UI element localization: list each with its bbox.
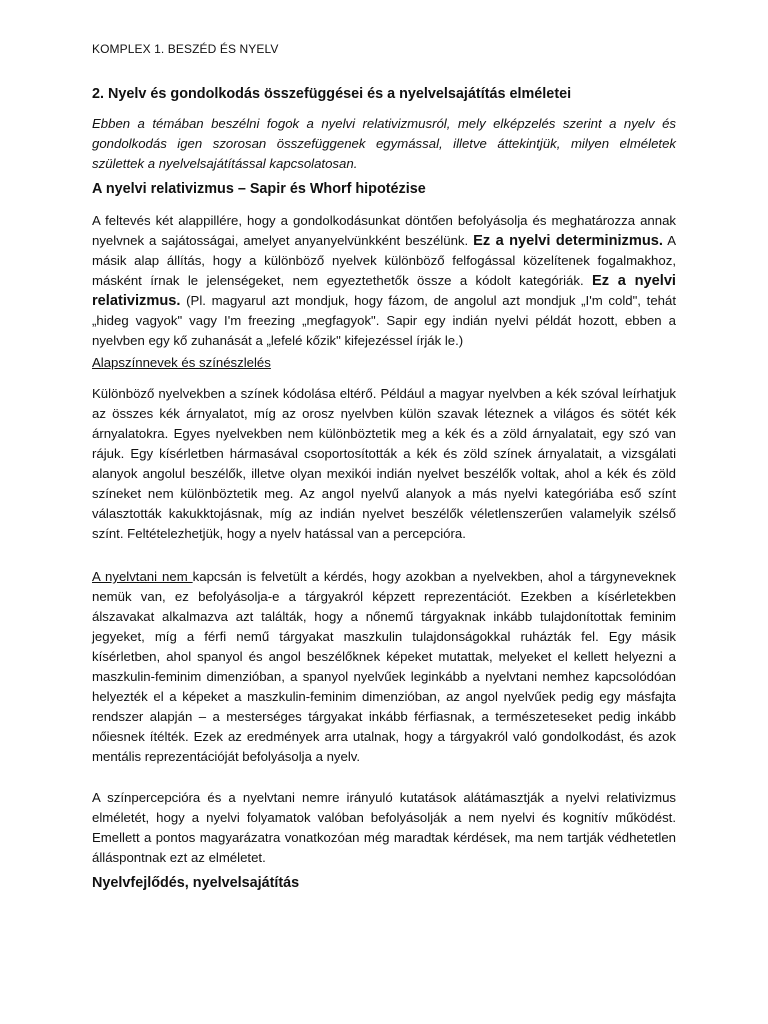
section-intro: Ebben a témában beszélni fogok a nyelvi relativizmusról, mely elképzelés szerint a nyelv és gondolkodás igen szorosan összefüggenek egymással, illetve áttekintjük, milyen elméletek születtek a nyelvelsajátítással kapcsolatosan. [92, 116, 676, 171]
text-run: A feltevés két alappillére, hogy a gondolkodásunkat döntően befolyásolja és meghatározza annak nyelvnek a sajátosságai, amelyet anyanyelvünkként beszélünk. [92, 213, 676, 248]
running-header: KOMPLEX 1. BESZÉD ÉS NYELV [92, 42, 279, 56]
paragraph-relativizmus [92, 211, 676, 351]
text-run: kapcsán is felvetült a kérdés, hogy azokban a nyelvekben, ahol a tárgyneveknek nemük van, ez befolyásolja-e a tárgyakról képzett reprezentációt. Ezekben a kísérletekben álszavakat alkalmazva azt találták, hogy a nőnemű tárgyaknak inkább tulajdonítottak feminim jegyeket, míg a férfi nemű tárgyakat maszkulin tulajdonságokkal ruházták fel. Egy másik kísérletben, ahol spanyol és angol beszélőknek képeket mutattak, melyeket el kellett helyezni a maszkulin-feminim dimenzióban, a spanyol nyelvűek leginkább a nyelvtani nemhez kapcsolódóan helyezték el a képeket a maszkulin-feminim dimenzióban, az angol nyelvűek pedig egy másfajta rendszer alapján – a mesterséges tárgyakat inkább férfiasnak, a természeteseket pedig inkább nőiesnek ítélték. Ezek az eredmények arra utalnak, hogy a tárgyakról való gondolkodást, és azok mentális reprezentációját befolyásolja a nyelv. [92, 569, 677, 764]
paragraph-osszegzes: A színpercepcióra és a nyelvtani nemre irányuló kutatások alátámasztják a nyelvi relativizmus elméletét, hogy a nyelvi folyamatok valóban befolyásolják a nem nyelvi és kognitív működést. Emellett a pontos magyarázatra vonatkozóan még maradtak kérdések, ma nem tartják védhetetlen álláspontnak ezt az elméletet. [92, 790, 676, 865]
paragraph-nyelvtani-nem [92, 567, 676, 767]
heading-nyelvi-relativizmus: A nyelvi relativizmus – Sapir és Whorf hipotézise [92, 181, 426, 197]
underlined-term-nyelvtani-nem: A nyelvtani nem [92, 569, 193, 584]
section-title: 2. Nyelv és gondolkodás összefüggései és a nyelvelsajátítás elméletei [92, 86, 572, 102]
emphasis-relativizmus: Ez a nyelvi relativizmus. [92, 273, 676, 309]
subheading-alapszinnevek: Alapszínnevek és színészlelés [92, 355, 271, 370]
text-run: (Pl. magyarul azt mondjuk, hogy fázom, de angolul azt mondjuk „I'm cold", tehát „hideg vagyok" vagy I'm freezing „megfagyok". Sapir egy indián nyelvi példát hozott, ebben a nyelvben egy kő zuhanását a „lefelé kőzik" kifejezéssel írják le.) [92, 293, 676, 348]
text-run: A másik alap állítás, hogy a különböző nyelvek különböző felfogással közelítenek fogalmakhoz, másként írnak le jelenségeket, nem egyeztethetők össze a kódolt kategóriák. [92, 233, 676, 288]
heading-nyelvfejlodes: Nyelvfejlődés, nyelvelsajátítás [92, 875, 300, 891]
paragraph-szinek: Különböző nyelvekben a színek kódolása eltérő. Például a magyar nyelvben a kék szóval leírhatjuk az összes kék árnyalatot, míg az orosz nyelvben külön szavak léteznek a világos és sötét kék árnyalatokra. Egyes nyelvekben nem különböztetik meg a kék és a zöld árnyalatait, egy szó van rájuk. Egy kísérletben hármasával csoportosították a kék és zöld színek árnyalatait, a vizsgálati alanyok angolul beszélők, illetve olyan mexikói indián nyelvet beszélők voltak, ahol a kék és zöld színeket nem különböztetik meg. Az angol nyelvű alanyok a más nyelvi kategóriába eső színt választották kakukktojásnak, míg az indián nyelvet beszélők véletlenszerűen valamelyik szélső színt. Feltételezhetjük, hogy a nyelv hatással van a percepcióra. [92, 386, 676, 541]
emphasis-determinizmus: Ez a nyelvi determinizmus. [473, 233, 663, 249]
